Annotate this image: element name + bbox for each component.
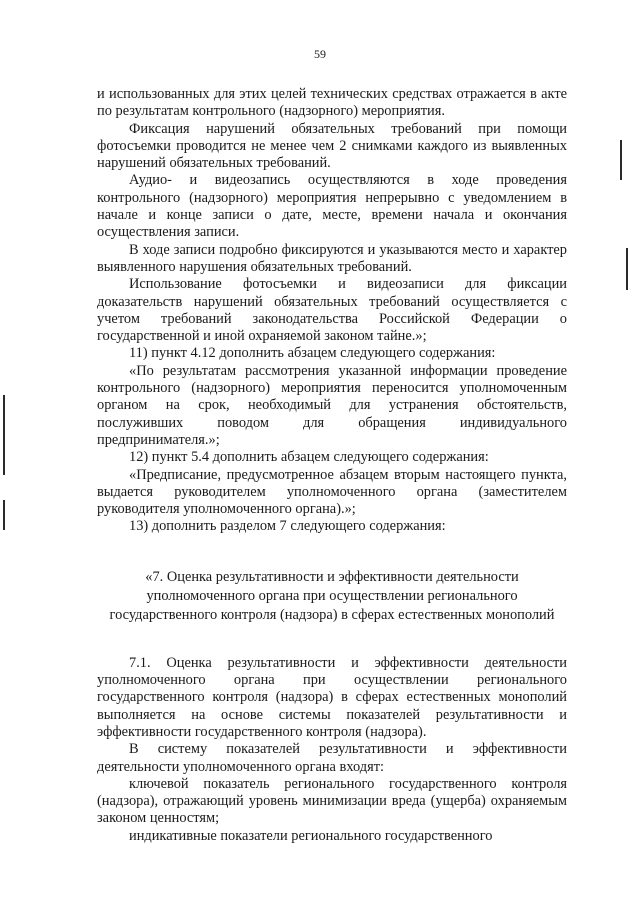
paragraph: В ходе записи подробно фиксируются и указываются место и характер выявленного нарушения обязательных требований. — [97, 241, 567, 275]
paragraph: «По результатам рассмотрения указанной информации проведение контрольного (надзорного) мероприятия переносится уполномоченным органом на срок, необходимый для устранения обстоятельств, послуживших поводом для обращения индивидуального предпринимателя.»; — [97, 362, 567, 448]
page-number: 59 — [314, 47, 326, 61]
paragraph: Аудио- и видеозапись осуществляются в ходе проведения контрольного (надзорного) мероприятия непрерывно с уведомлением в начале и конце записи о дате, месте, времени начала и окончания осуществления записи. — [97, 172, 567, 241]
paragraph: В систему показателей результативности и эффективности деятельности уполномоченного органа входят: — [97, 741, 567, 775]
paragraph: ключевой показатель регионального государственного контроля (надзора), отражающий уровень минимизации вреда (ущерба) охраняемым законом ценностям; — [97, 775, 567, 827]
paragraph: 12) пункт 5.4 дополнить абзацем следующего содержания: — [129, 449, 489, 466]
scan-edge-mark — [626, 248, 628, 290]
paragraph: «Предписание, предусмотренное абзацем вторым настоящего пункта, выдается руководителем уполномоченного органа (заместителем руководителя уполномоченного органа).»; — [97, 466, 567, 518]
paragraph: индикативные показатели регионального государственного — [129, 827, 493, 844]
document-body — [97, 86, 567, 845]
paragraph: Фиксация нарушений обязательных требований при помощи фотосъемки проводится не менее чем 2 снимками каждого из выявленных нарушений обязательных требований. — [97, 120, 567, 172]
section-heading: «7. Оценка результативности и эффективности деятельности уполномоченного органа при осуществлении регионального государственного контроля (надзора) в сферах естественных монополий — [109, 568, 555, 623]
paragraph: 13) дополнить разделом 7 следующего содержания: — [129, 518, 446, 535]
paragraph: 11) пункт 4.12 дополнить абзацем следующего содержания: — [129, 345, 496, 362]
scan-edge-mark — [3, 500, 5, 530]
paragraph: Использование фотосъемки и видеозаписи для фиксации доказательств нарушений обязательных требований осуществляется с учетом требований законодательства Российской Федерации о государственной и иной охраняемой законом тайне.»; — [97, 276, 567, 345]
paragraph: и использованных для этих целей технических средствах отражается в акте по результатам контрольного (надзорного) мероприятия. — [97, 86, 567, 120]
paragraph: 7.1. Оценка результативности и эффективности деятельности уполномоченного органа при осуществлении регионального государственного контроля (надзора) в сферах естественных монополий выполняется на основе системы показателей результативности и эффективности государственного контроля (надзора). — [97, 654, 567, 740]
scan-edge-mark — [620, 140, 622, 180]
scan-edge-mark — [3, 395, 5, 475]
